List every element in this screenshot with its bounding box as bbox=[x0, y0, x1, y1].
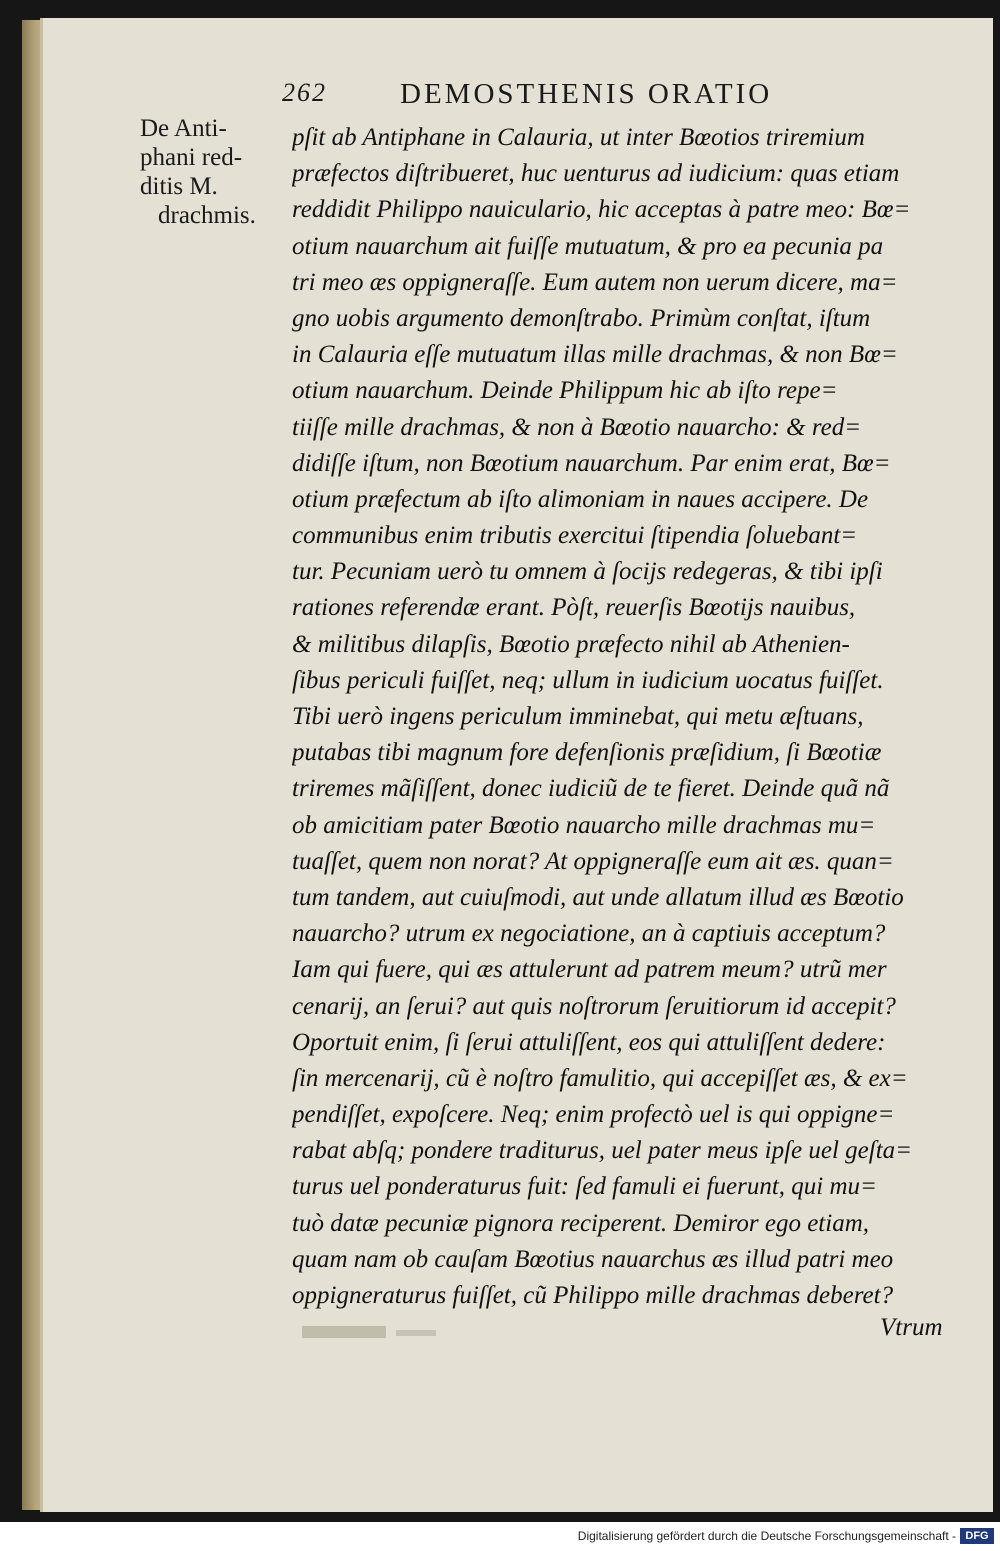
body-text bbox=[292, 120, 962, 1314]
text-line: tri meo æs oppigneraſſe. Eum autem non uerum dicere, ma= bbox=[292, 268, 898, 296]
text-line: pſit ab Antiphane in Calauria, ut inter Bœotios triremium bbox=[292, 124, 865, 151]
dfg-logo: DFG bbox=[960, 1528, 994, 1544]
text-line: ſibus periculi fuiſſet, neq; ullum in iudicium uocatus fuiſſet. bbox=[292, 666, 884, 694]
text-line: didiſſe iſtum, non Bœotium nauarchum. Par enim erat, Bœ= bbox=[292, 449, 891, 477]
text-line: tur. Pecuniam uerò tu omnem à ſocijs redegeras, & tibi ipſi bbox=[292, 558, 883, 586]
text-line: in Calauria eſſe mutuatum illas mille drachmas, & non Bœ= bbox=[292, 341, 898, 369]
marginal-note bbox=[140, 114, 280, 230]
text-line: reddidit Philippo nauiculario, hic acceptas à patre meo: Bœ= bbox=[292, 196, 911, 224]
text-line: tuò datæ pecuniæ pignora reciperent. Demiror ego etiam, bbox=[292, 1209, 870, 1237]
text-line: gno uobis argumento demonſtrabo. Primùm conſtat, iſtum bbox=[292, 304, 871, 332]
text-line: Oportuit enim, ſi ſerui attuliſſent, eos qui attuliſſent dedere: bbox=[292, 1028, 886, 1056]
text-line: ob amicitiam pater Bœotio nauarcho mille drachmas mu= bbox=[292, 811, 876, 839]
text-line: triremes mãſiſſent, donec iudiciũ de te fieret. Deinde quã nã bbox=[292, 775, 890, 803]
running-title: DEMOSTHENIS ORATIO bbox=[400, 78, 773, 110]
text-line: nauarcho? utrum ex negociatione, an à captiuis acceptum? bbox=[292, 920, 886, 948]
text-line: otium præfectum ab iſto alimoniam in naues accipere. De bbox=[292, 485, 869, 513]
running-head bbox=[282, 78, 842, 118]
text-line: putabas tibi magnum fore defenſionis præſidium, ſi Bœotiæ bbox=[292, 739, 882, 767]
marginal-note-line: drachmis. bbox=[158, 202, 256, 229]
text-line: tuaſſet, quem non norat? At oppigneraſſe eum ait æs. quan= bbox=[292, 847, 894, 875]
text-line: pendiſſet, expoſcere. Neq; enim profectò uel is qui oppigne= bbox=[292, 1101, 895, 1129]
text-line: cenarij, an ſerui? aut quis noſtrorum ſeruitiorum id accepit? bbox=[292, 992, 896, 1020]
text-line: Iam qui fuere, qui æs attulerunt ad patrem meum? utrũ mer bbox=[292, 956, 887, 984]
footer-bar bbox=[0, 1522, 1000, 1551]
marginal-note-line: phani red- bbox=[140, 144, 243, 171]
text-line: oppigneraturus fuiſſet, cũ Philippo mille drachmas deberet? bbox=[292, 1282, 894, 1309]
catchword: Vtrum bbox=[880, 1314, 943, 1341]
marginal-note-line: De Anti- bbox=[140, 115, 227, 142]
text-line: quam nam ob cauſam Bœotius nauarchus æs illud patri meo bbox=[292, 1245, 894, 1273]
text-line: otium nauarchum ait fuiſſe mutuatum, & pro ea pecunia pa bbox=[292, 232, 884, 260]
text-line: turus uel ponderaturus fuit: ſed famuli ei fuerunt, qui mu= bbox=[292, 1173, 877, 1201]
text-line: & militibus dilapſis, Bœotio præfecto nihil ab Athenien- bbox=[292, 630, 850, 658]
text-line: rationes referendæ erant. Pòſt, reuerſis Bœotijs nauibus, bbox=[292, 594, 856, 622]
text-line: tiiſſe mille drachmas, & non à Bœotio nauarcho: & red= bbox=[292, 413, 862, 441]
marginal-note-line: ditis M. bbox=[140, 173, 218, 200]
text-line: tum tandem, aut cuiuſmodi, aut unde allatum illud æs Bœotio bbox=[292, 883, 904, 911]
text-line: ſin mercenarij, cũ è noſtro famulitio, qui accepiſſet æs, & ex= bbox=[292, 1064, 908, 1092]
page-number: 262 bbox=[282, 78, 327, 107]
text-line: rabat abſq; pondere traditurus, uel pater meus ipſe uel geſta= bbox=[292, 1137, 913, 1165]
text-line: præfectos diſtribueret, huc uenturus ad iudicium: quas etiam bbox=[292, 160, 900, 188]
text-line: Tibi uerò ingens periculum imminebat, qui metu æſtuans, bbox=[292, 703, 864, 730]
text-line: otium nauarchum. Deinde Philippum hic ab iſto repe= bbox=[292, 377, 838, 405]
text-line: communibus enim tributis exercitui ſtipendia ſoluebant= bbox=[292, 522, 858, 550]
funding-credit: Digitalisierung gefördert durch die Deutsche Forschungsgemeinschaft - bbox=[577, 1529, 956, 1543]
faded-stamp-mark bbox=[300, 1320, 450, 1342]
stamp-smudge-icon bbox=[300, 1320, 450, 1342]
